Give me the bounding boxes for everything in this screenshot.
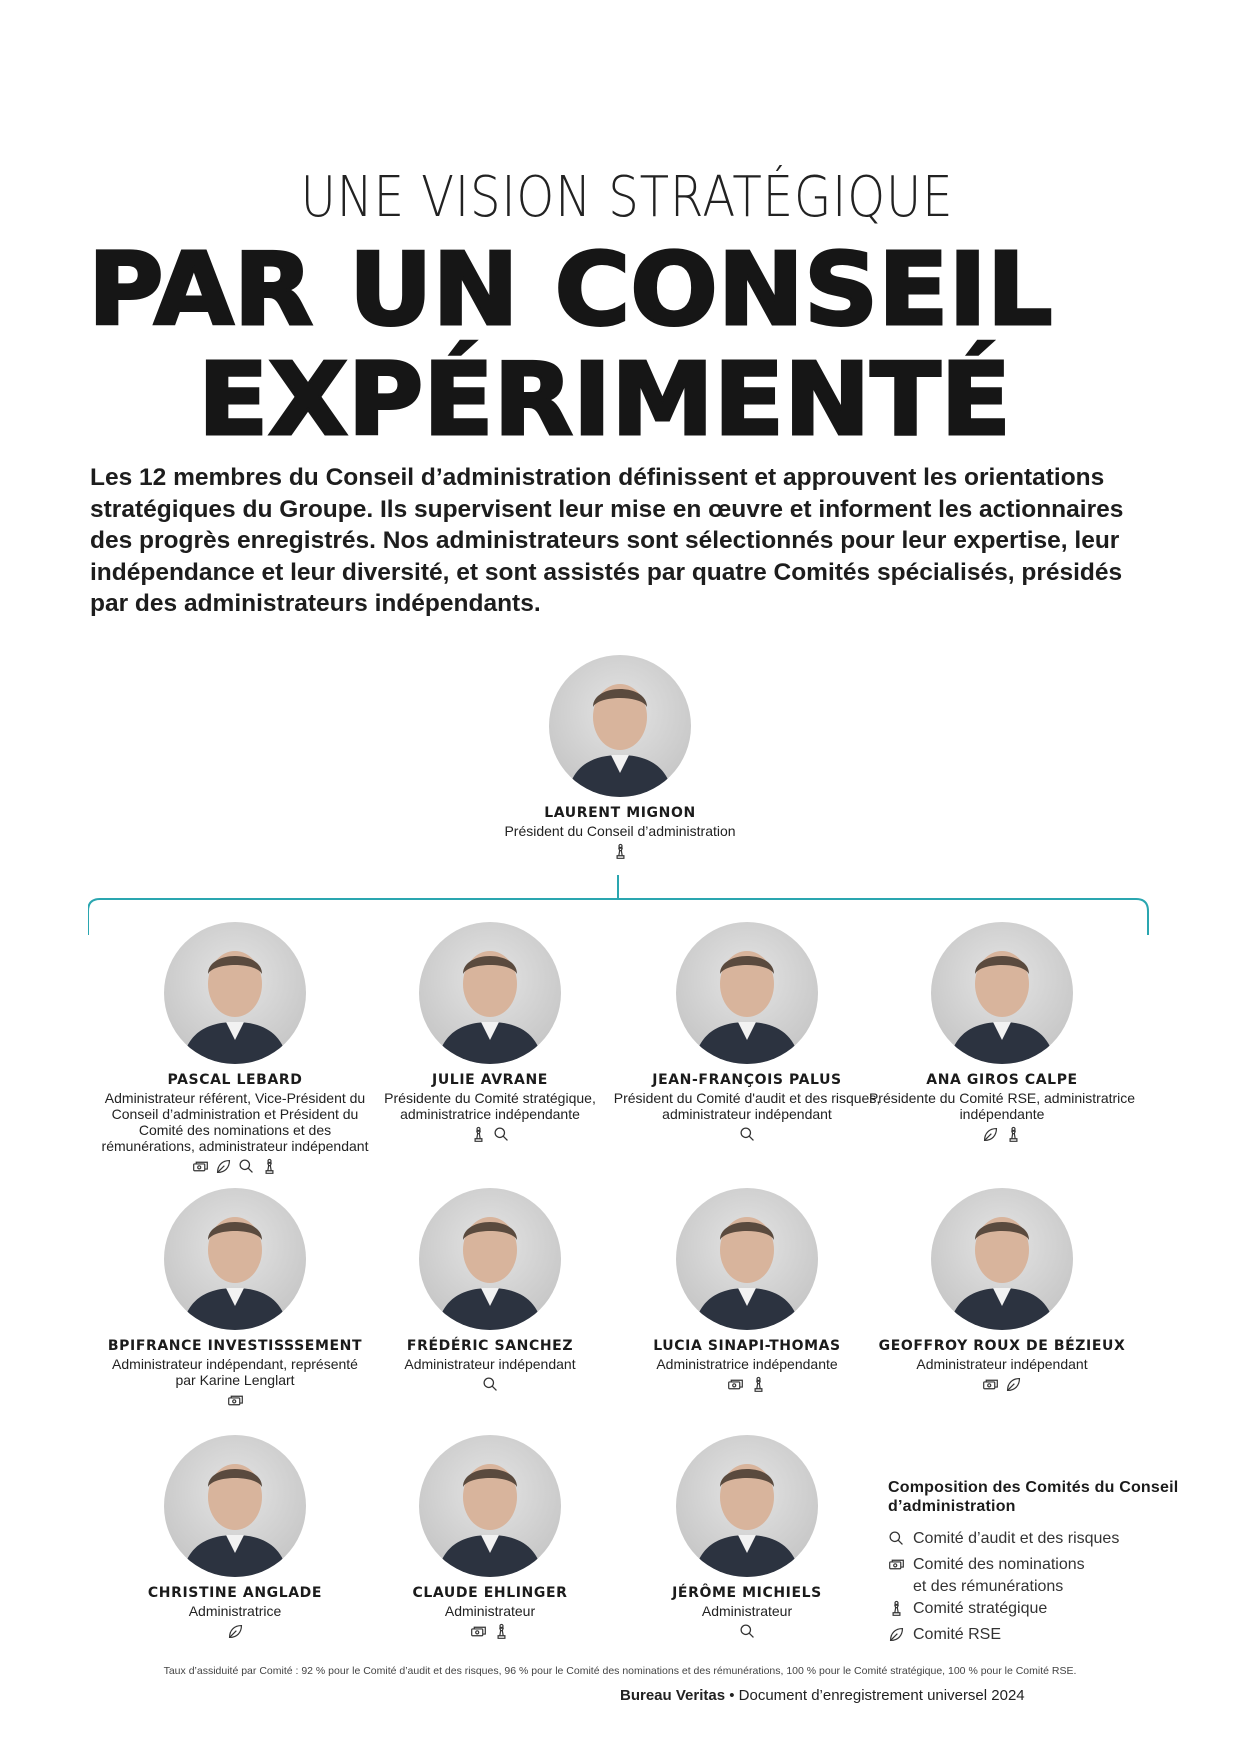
member-name: GEOFFROY ROUX DE BÉZIEUX bbox=[878, 1338, 1126, 1354]
member-committee-icons bbox=[867, 1376, 1137, 1396]
member-photo bbox=[164, 922, 306, 1064]
nominations-committee-icon bbox=[727, 1376, 744, 1396]
member-name: CLAUDE EHLINGER bbox=[412, 1585, 568, 1601]
member-photo bbox=[676, 1188, 818, 1330]
member-card bbox=[100, 922, 370, 1178]
member-role: Administrateur indépendant bbox=[404, 1356, 576, 1372]
member-photo bbox=[676, 922, 818, 1064]
main-title-line-1: PAR UN CONSEIL bbox=[88, 231, 1053, 348]
member-committee-icons bbox=[100, 1158, 370, 1178]
member-name: FRÉDÉRIC SANCHEZ bbox=[406, 1338, 574, 1354]
strategy-committee-icon bbox=[470, 1126, 487, 1146]
audit-committee-icon bbox=[238, 1158, 255, 1178]
footer-separator: • bbox=[725, 1687, 739, 1704]
member-name: PASCAL LEBARD bbox=[167, 1072, 303, 1088]
legend-label: Comité RSE bbox=[913, 1626, 1002, 1643]
member-role: Présidente du Comité RSE, administratrice indépendante bbox=[868, 1090, 1136, 1122]
chair-role: Président du Conseil d’administration bbox=[504, 823, 736, 839]
audit-committee-icon bbox=[482, 1376, 499, 1396]
member-name: BPIFRANCE INVESTISSSEMENT bbox=[107, 1338, 363, 1354]
member-committee-icons bbox=[100, 1392, 370, 1412]
audit-committee-icon bbox=[888, 1528, 913, 1554]
portrait-silhouette bbox=[164, 922, 306, 1064]
member-committee-icons bbox=[612, 1376, 882, 1396]
legend-label: Comité des nominations et des rémunérations bbox=[913, 1556, 1085, 1595]
member-card bbox=[612, 922, 882, 1146]
member-role: Présidente du Comité stratégique, administratrice indépendante bbox=[384, 1090, 596, 1122]
member-card bbox=[355, 1188, 625, 1396]
strategy-committee-icon bbox=[261, 1158, 278, 1178]
committee-legend bbox=[888, 1478, 1208, 1650]
member-role: Administrateur indépendant bbox=[916, 1356, 1088, 1372]
member-photo bbox=[931, 922, 1073, 1064]
csr-committee-icon bbox=[982, 1126, 999, 1146]
member-committee-icons bbox=[100, 1623, 370, 1643]
member-name: JULIE AVRANE bbox=[432, 1072, 548, 1088]
portrait-silhouette bbox=[676, 1435, 818, 1577]
member-card bbox=[867, 1188, 1137, 1396]
strategy-committee-icon bbox=[612, 843, 629, 863]
member-photo bbox=[419, 922, 561, 1064]
csr-committee-icon bbox=[1005, 1376, 1022, 1396]
portrait-silhouette bbox=[931, 922, 1073, 1064]
member-card bbox=[612, 1435, 882, 1643]
member-card bbox=[100, 1435, 370, 1643]
member-name: CHRISTINE ANGLADE bbox=[147, 1585, 323, 1601]
csr-committee-icon bbox=[227, 1623, 244, 1643]
portrait-silhouette bbox=[419, 922, 561, 1064]
intro-paragraph: Les 12 membres du Conseil d’administration définissent et approuvent les orientations stratégiques du Groupe. Ils supervisent leur mise en œuvre et informent les actionnaires des progrès enregistrés. Nos administrateurs sont sélectionnés pour leur expertise, leur indépendance et leur diversité, et sont assistés par quatre Comités spécialisés, présidés par des administrateurs indépendants. bbox=[90, 464, 1124, 617]
attendance-footnote: Taux d’assiduité par Comité : 92 % pour le Comité d’audit et des risques, 96 % pour le Comité des nominations et des rémunérations, 100 % pour le Comité stratégique, 100 % pour le Comité RSE. bbox=[163, 1665, 1077, 1677]
page-footer bbox=[620, 1687, 1025, 1704]
csr-committee-icon bbox=[215, 1158, 232, 1178]
member-name: JÉRÔME MICHIELS bbox=[672, 1585, 822, 1601]
legend-item bbox=[888, 1624, 1208, 1650]
portrait-silhouette bbox=[676, 922, 818, 1064]
legend-title: Composition des Comités du Conseil d’administration bbox=[888, 1479, 1179, 1515]
member-committee-icons bbox=[612, 1623, 882, 1643]
nominations-committee-icon bbox=[888, 1554, 913, 1580]
member-card bbox=[355, 1435, 625, 1643]
strategy-committee-icon bbox=[493, 1623, 510, 1643]
portrait-silhouette bbox=[419, 1188, 561, 1330]
csr-committee-icon bbox=[888, 1624, 913, 1650]
nominations-committee-icon bbox=[227, 1392, 244, 1412]
kicker-title: UNE VISION STRATÉGIQUE bbox=[300, 165, 954, 230]
chair-name: LAURENT MIGNON bbox=[544, 805, 696, 821]
legend-item bbox=[888, 1528, 1208, 1554]
member-role: Administratrice bbox=[188, 1603, 282, 1619]
strategy-committee-icon bbox=[888, 1598, 913, 1624]
member-role: Administrateur bbox=[701, 1603, 793, 1619]
nominations-committee-icon bbox=[982, 1376, 999, 1396]
member-photo bbox=[419, 1188, 561, 1330]
member-committee-icons bbox=[355, 1623, 625, 1643]
nominations-committee-icon bbox=[470, 1623, 487, 1643]
portrait-silhouette bbox=[164, 1435, 306, 1577]
member-name: ANA GIROS CALPE bbox=[926, 1072, 1078, 1088]
chair-committee-icons bbox=[485, 843, 755, 863]
legend-item bbox=[888, 1554, 1208, 1598]
member-card bbox=[867, 922, 1137, 1146]
footer-doc: Document d’enregistrement universel 2024 bbox=[738, 1687, 1025, 1704]
member-card bbox=[355, 922, 625, 1146]
portrait-silhouette bbox=[164, 1188, 306, 1330]
member-card bbox=[100, 1188, 370, 1412]
legend-list bbox=[888, 1528, 1208, 1650]
member-photo bbox=[931, 1188, 1073, 1330]
member-photo bbox=[676, 1435, 818, 1577]
member-card bbox=[612, 1188, 882, 1396]
strategy-committee-icon bbox=[1005, 1126, 1022, 1146]
member-role: Administrateur indépendant, représenté par Karine Lenglart bbox=[112, 1356, 358, 1388]
member-role: Administrateur référent, Vice-Président du Conseil d’administration et Président du Comité des nominations et des rémunérations, administrateur indépendant bbox=[101, 1090, 369, 1154]
footer-brand: Bureau Veritas bbox=[620, 1687, 726, 1704]
main-title-line-2: EXPÉRIMENTÉ bbox=[198, 341, 1011, 458]
member-photo bbox=[419, 1435, 561, 1577]
legend-label: Comité d’audit et des risques bbox=[913, 1530, 1120, 1547]
chair-photo bbox=[549, 655, 691, 797]
strategy-committee-icon bbox=[750, 1376, 767, 1396]
member-photo bbox=[164, 1435, 306, 1577]
legend-label: Comité stratégique bbox=[913, 1600, 1048, 1617]
audit-committee-icon bbox=[739, 1126, 756, 1146]
chair-card bbox=[485, 655, 755, 863]
member-committee-icons bbox=[612, 1126, 882, 1146]
member-role: Administrateur bbox=[444, 1603, 536, 1619]
audit-committee-icon bbox=[493, 1126, 510, 1146]
audit-committee-icon bbox=[739, 1623, 756, 1643]
portrait-silhouette bbox=[549, 655, 691, 797]
member-committee-icons bbox=[867, 1126, 1137, 1146]
portrait-silhouette bbox=[931, 1188, 1073, 1330]
portrait-silhouette bbox=[676, 1188, 818, 1330]
legend-item bbox=[888, 1598, 1208, 1624]
member-name: JEAN-FRANÇOIS PALUS bbox=[652, 1072, 842, 1088]
member-role: Administratrice indépendante bbox=[656, 1356, 838, 1372]
member-committee-icons bbox=[355, 1376, 625, 1396]
member-photo bbox=[164, 1188, 306, 1330]
portrait-silhouette bbox=[419, 1435, 561, 1577]
nominations-committee-icon bbox=[192, 1158, 209, 1178]
member-committee-icons bbox=[355, 1126, 625, 1146]
member-role: Président du Comité d'audit et des risques, administrateur indépendant bbox=[613, 1090, 881, 1122]
member-name: LUCIA SINAPI-THOMAS bbox=[653, 1338, 841, 1354]
